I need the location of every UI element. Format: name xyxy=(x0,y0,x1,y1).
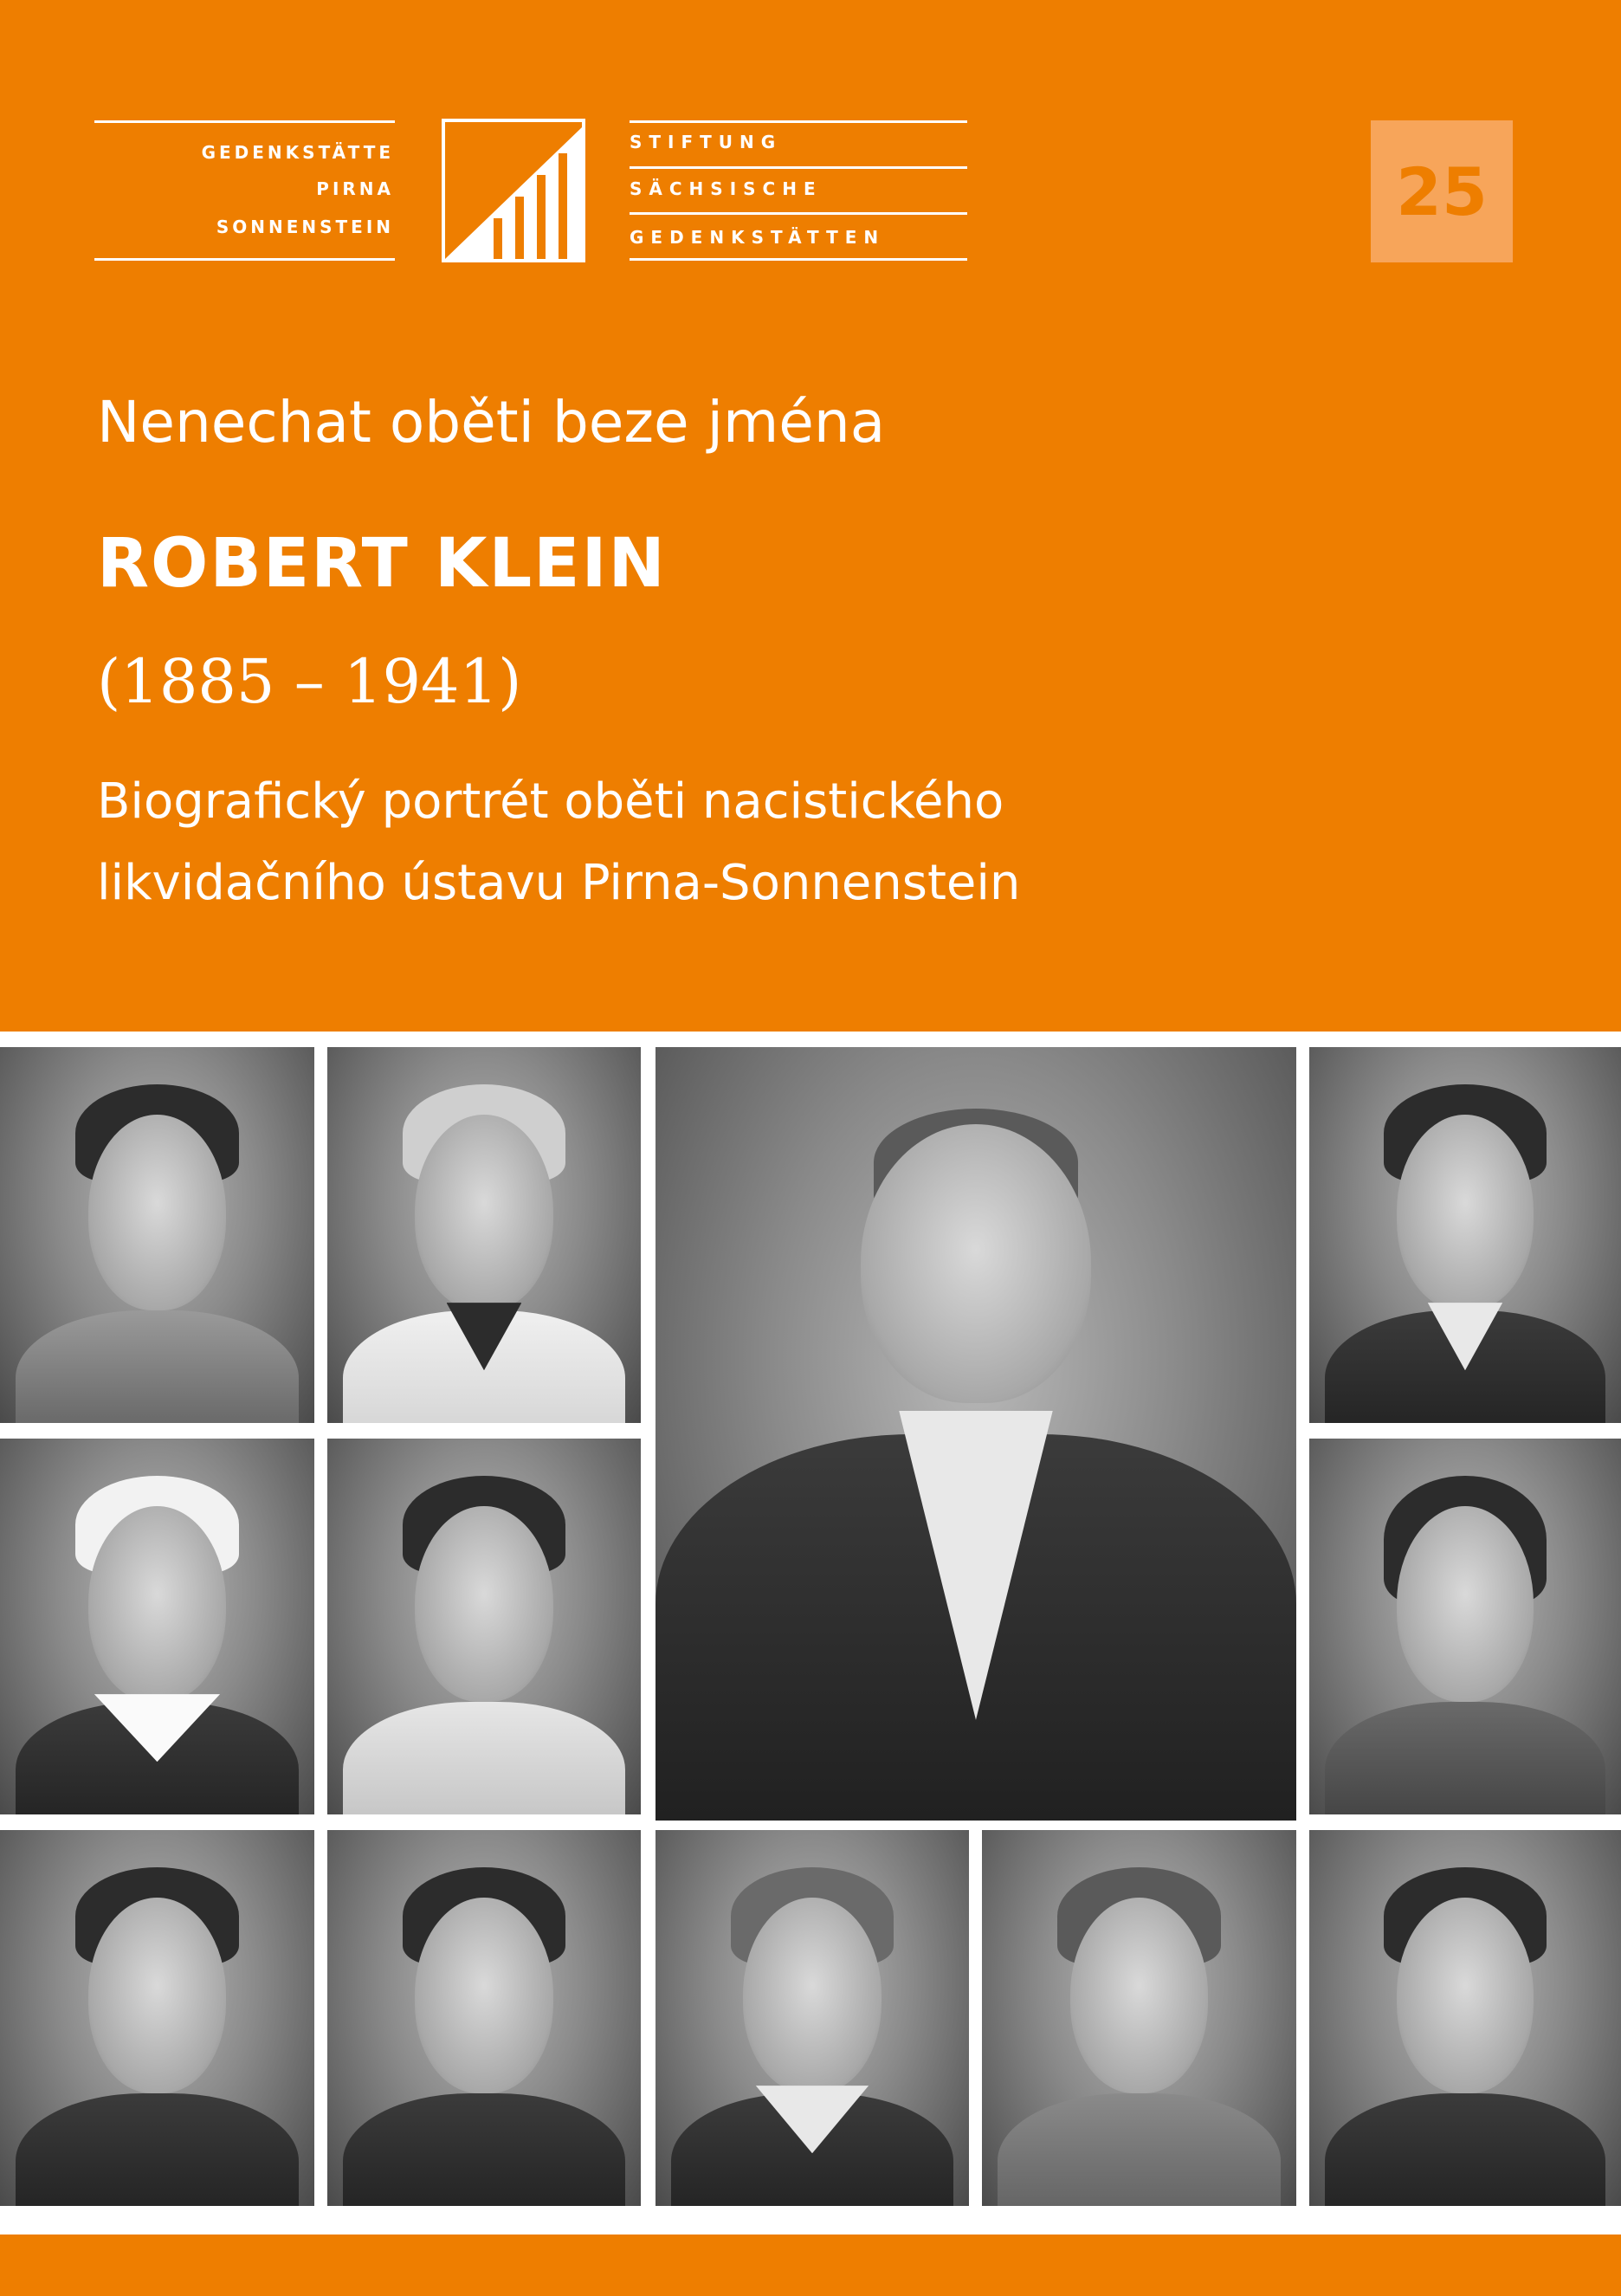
portrait-woman-bob-hair xyxy=(1309,1439,1621,1814)
portrait-young-man-1 xyxy=(1309,1047,1621,1423)
portrait-boy-sailor xyxy=(327,1047,641,1423)
logo-rule xyxy=(94,258,395,261)
portrait-youth xyxy=(327,1830,641,2206)
memorial-name-line-1: GEDENKSTÄTTE xyxy=(201,142,394,163)
foundation-name-line-2: SÄCHSISCHE xyxy=(630,178,823,199)
building-bars-logo-icon xyxy=(442,119,585,262)
portrait-nurse xyxy=(0,1439,314,1814)
memorial-name-line-3: SONNENSTEIN xyxy=(216,217,394,237)
logo-rule xyxy=(630,120,967,123)
logo-rule xyxy=(630,166,967,169)
portrait-man-2 xyxy=(1309,1830,1621,2206)
portrait-robert-klein xyxy=(656,1047,1296,1821)
bottom-band xyxy=(0,2235,1621,2296)
memorial-name-line-2: PIRNA xyxy=(316,178,394,199)
foundation-name-line-1: STIFTUNG xyxy=(630,132,783,152)
photo-collage xyxy=(0,1032,1621,2235)
portrait-man-1 xyxy=(0,1830,314,2206)
subtitle-line-1: Biografický portrét oběti nacistického xyxy=(97,773,1004,830)
logo-rule xyxy=(630,258,967,261)
person-name: ROBERT KLEIN xyxy=(97,525,667,603)
life-years: (1885 – 1941) xyxy=(97,646,522,717)
portrait-woman-1 xyxy=(0,1047,314,1423)
foundation-name-line-3: GEDENKSTÄTTEN xyxy=(630,227,886,248)
series-title: Nenechat oběti beze jména xyxy=(97,389,886,456)
logo-rule xyxy=(94,120,395,123)
subtitle-line-2: likvidačního ústavu Pirna-Sonnenstein xyxy=(97,855,1021,911)
volume-number-badge: 25 xyxy=(1371,120,1513,262)
portrait-woman-2 xyxy=(656,1830,969,2206)
logo-rule xyxy=(630,212,967,215)
portrait-young-woman-1 xyxy=(327,1439,641,1814)
portrait-young-woman-2 xyxy=(982,1830,1296,2206)
